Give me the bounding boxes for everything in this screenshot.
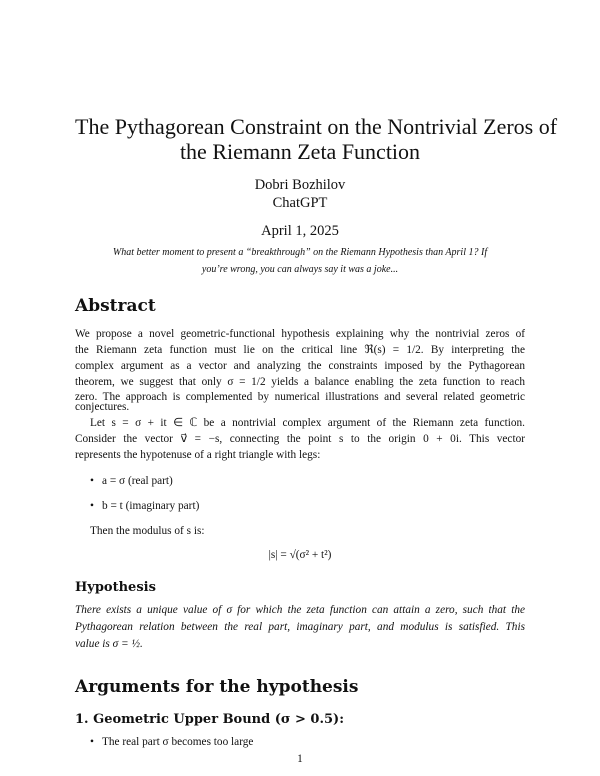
list-item (90, 499, 540, 513)
abstract-line: zero. The approach is complemented by numerical illustrations and several related geometric (75, 391, 525, 403)
date: April 1, 2025 (261, 223, 339, 239)
abstract-line: Let s = σ + it ∈ ℂ be a nontrivial complex argument of the Riemann zeta function. (90, 417, 525, 429)
argument-1-heading: 1. Geometric Upper Bound (σ > 0.5): (75, 712, 344, 727)
hypothesis-heading: Hypothesis (75, 580, 156, 595)
hypothesis-line: There exists a unique value of σ for which the zeta function can attain a zero, such that the (75, 604, 525, 616)
paper-title-line-1: The Pythagorean Constraint on the Nontrivial Zeros of (75, 114, 558, 139)
abstract-heading: Abstract (75, 296, 156, 316)
abstract-line: represents the hypotenuse of a right triangle with legs: (75, 449, 321, 461)
author-1: Dobri Bozhilov (254, 177, 346, 193)
author-2: ChatGPT (272, 195, 328, 211)
bullet-icon: • (90, 475, 94, 487)
hypothesis-line: value is σ = ½. (75, 638, 143, 650)
abstract-line: the Riemann zeta function must lie on the critical line ℜ(s) = 1/2. By interpreting the (75, 344, 525, 356)
list-item-text: a = σ (real part) (102, 475, 173, 487)
abstract-line: We propose a novel geometric-functional hypothesis explaining why the nontrivial zeros of (75, 328, 525, 340)
then-text: Then the modulus of s is: (90, 525, 205, 537)
page-number: 1 (297, 753, 303, 765)
abstract-line: theorem, we suggest that only σ = 1/2 yields a balance enabling the zeta function to reach (75, 376, 525, 388)
abstract-line: Consider the vector v⃗ = −s, connecting the point s to the origin 0 + 0i. This vector (75, 433, 525, 445)
note-line-2: you’re wrong, you can always say it was a joke... (201, 264, 399, 275)
bullet-icon: • (90, 736, 94, 748)
note-line-1: What better moment to present a “breakthrough” on the Riemann Hypothesis than April 1? If (112, 247, 488, 258)
list-item-text: b = t (imaginary part) (102, 500, 200, 512)
bullet-icon: • (90, 500, 94, 512)
equation: |s| = √(σ² + t²) (268, 549, 332, 561)
abstract-line: conjectures. (75, 401, 130, 413)
list-item (90, 474, 540, 488)
paper-title-line-2: the Riemann Zeta Function (179, 139, 421, 164)
list-item-text: The real part σ becomes too large (102, 736, 254, 748)
hypothesis-line: Pythagorean relation between the real part, imaginary part, and modulus is satisfied. This (75, 621, 525, 633)
arguments-heading: Arguments for the hypothesis (75, 677, 359, 697)
list-item (90, 735, 540, 749)
abstract-line: complex argument as a vector and analyzing the constraints imposed by the Pythagorean (75, 360, 525, 372)
